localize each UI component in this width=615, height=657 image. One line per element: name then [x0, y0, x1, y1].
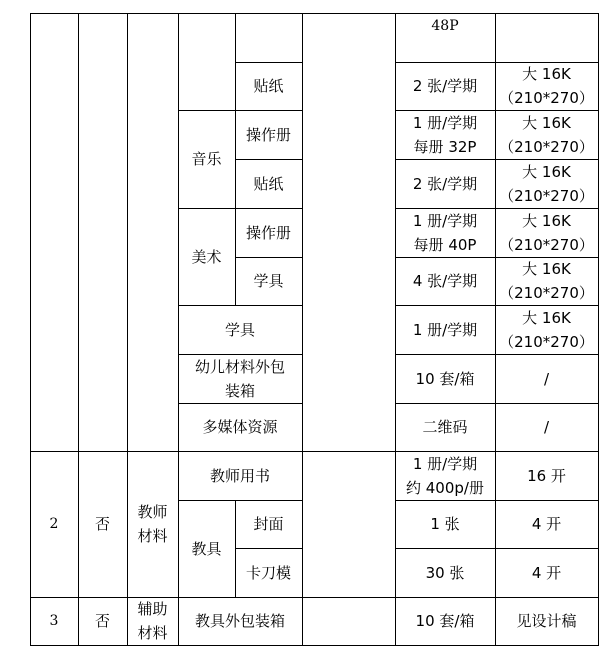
item-music-sticker: 贴纸 [253, 174, 284, 193]
subject-art: 美术 [191, 247, 222, 266]
size-aids-box: 见设计稿 [516, 612, 577, 630]
item-aids-box: 教具外包装箱 [194, 612, 285, 630]
item-art-tools: 学具 [253, 272, 284, 290]
item-cover: 封面 [253, 515, 284, 533]
qty-tools: 1 册/学期 [412, 320, 478, 339]
item-teacher-book: 教师用书 [209, 466, 270, 485]
row2-number: 2 [49, 516, 59, 532]
row2-flag: 否 [94, 515, 110, 533]
size-art-tools: 大 16K （210*270） [499, 260, 594, 302]
pages-value-top: 48P [431, 17, 459, 34]
item-tools: 学具 [224, 320, 255, 339]
item-media: 多媒体资源 [202, 418, 278, 436]
size-media: / [543, 418, 550, 436]
size-art-workbook: 大 16K （210*270） [499, 211, 594, 254]
row3-flag: 否 [94, 612, 110, 630]
size-die-cut: 4 开 [531, 563, 562, 582]
qty-music-sticker: 2 张/学期 [412, 174, 478, 193]
item-sticker: 贴纸 [253, 77, 284, 95]
qty-aids-box: 10 套/箱 [415, 612, 475, 630]
row2-category: 教师 材料 [137, 503, 168, 545]
qty-teacher-book: 1 册/学期 约 400p/册 [406, 454, 484, 497]
subject-music: 音乐 [191, 150, 222, 168]
qty-sticker: 2 张/学期 [412, 77, 478, 95]
item-child-box: 幼儿材料外包 装箱 [194, 357, 285, 400]
page-top-margin [0, 0, 615, 13]
item-music-workbook: 操作册 [245, 125, 291, 144]
qty-media: 二维码 [422, 418, 468, 436]
size-child-box: / [543, 369, 550, 388]
item-die-cut: 卡刀模 [245, 563, 291, 582]
size-music-workbook: 大 16K （210*270） [499, 113, 594, 156]
qty-cover: 1 张 [430, 515, 460, 533]
qty-music-workbook: 1 册/学期 每册 32P [412, 113, 478, 156]
row3-number: 3 [49, 613, 59, 629]
size-music-sticker: 大 16K （210*270） [499, 162, 594, 205]
item-teaching-aids: 教具 [191, 539, 222, 558]
qty-art-tools: 4 张/学期 [412, 272, 478, 290]
size-cover: 4 开 [531, 515, 562, 533]
size-sticker: 大 16K （210*270） [499, 65, 594, 107]
size-tools: 大 16K （210*270） [499, 308, 594, 351]
qty-die-cut: 30 张 [425, 563, 465, 582]
qty-child-box: 10 套/箱 [415, 369, 475, 388]
item-art-workbook: 操作册 [245, 223, 291, 242]
row3-category: 辅助 材料 [137, 600, 168, 642]
size-teacher-book: 16 开 [527, 466, 566, 485]
qty-art-workbook: 1 册/学期 每册 40P [412, 211, 478, 254]
